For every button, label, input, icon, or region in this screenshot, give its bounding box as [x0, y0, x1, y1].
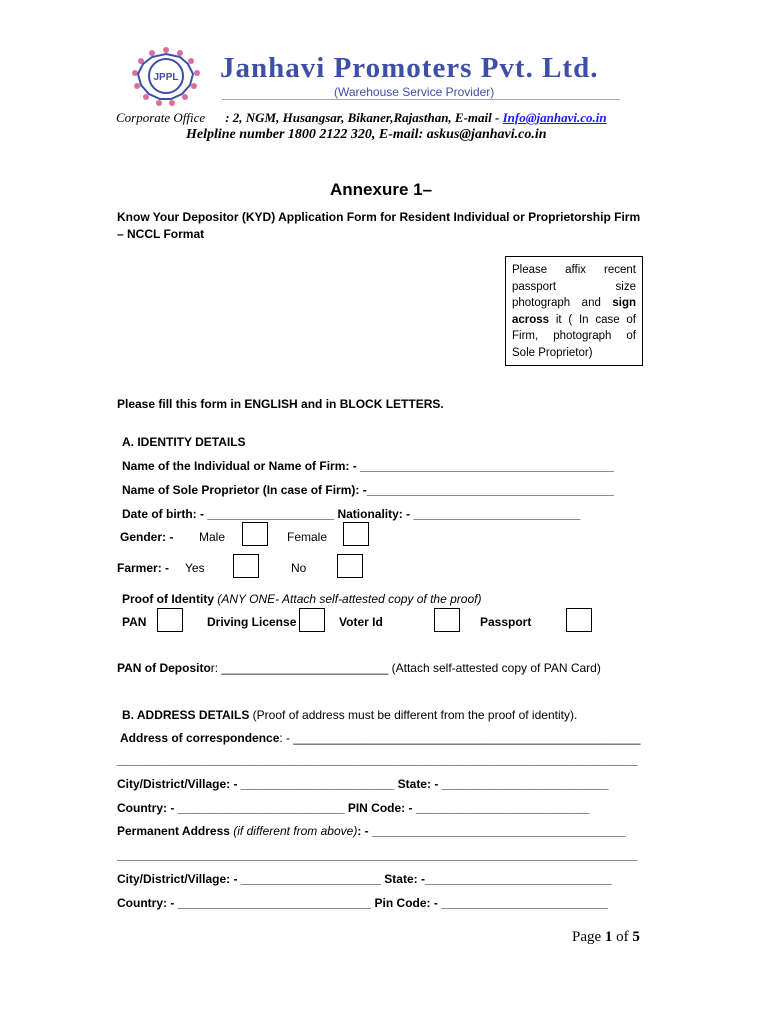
proof-of-identity-line [122, 592, 481, 606]
correspondence-rest: : - ____________________________________________________ [279, 731, 641, 745]
correspondence-label: Address of correspondence [120, 731, 280, 745]
page-prefix: Page [572, 929, 605, 945]
office-email-link[interactable]: Info@janhavi.co.in [502, 110, 607, 125]
proof-driving-license-label: Driving License [207, 615, 297, 629]
city-state-field-1[interactable]: City/District/Village: - _______________________ State: - _________________________ [117, 777, 609, 791]
pan-of-depositor-field[interactable] [117, 661, 601, 675]
fill-instruction: Please fill this form in ENGLISH and in BLOCK LETTERS. [117, 397, 444, 411]
photo-text-line [512, 295, 636, 312]
company-logo [124, 44, 208, 108]
country-pin-field-1[interactable]: Country: - _________________________ PIN Code: - __________________________ [117, 801, 590, 815]
correspondence-address-field[interactable] [120, 731, 640, 745]
photo-text-bold: sign [612, 297, 636, 309]
office-address-line [116, 110, 607, 126]
permanent-address-line-2[interactable]: ______________________________________________________________________________ [117, 848, 638, 862]
proof-voter-id-checkbox[interactable] [434, 608, 460, 632]
address-heading-note: (Proof of address must be different from the proof of identity). [249, 708, 578, 722]
farmer-yes-label: Yes [185, 561, 205, 575]
address-heading: B. ADDRESS DETAILS [122, 708, 250, 722]
identity-heading: A. IDENTITY DETAILS [122, 435, 246, 449]
farmer-no-label: No [291, 561, 307, 575]
photo-text: it ( In case of [549, 313, 636, 326]
proof-pan-checkbox[interactable] [157, 608, 183, 632]
page-of: of [612, 929, 633, 945]
form-title: Know Your Depositor (KYD) Application Form for Resident Individual or Proprietorship Firm – NCCL Format [117, 210, 641, 241]
office-label: Corporate Office [116, 110, 206, 125]
name-field[interactable]: Name of the Individual or Name of Firm: - ______________________________________ [122, 459, 614, 473]
photo-text-line: Sole Proprietor) [512, 346, 593, 359]
photo-text-line [512, 312, 636, 329]
proprietor-field[interactable]: Name of Sole Proprietor (In case of Firm): -_____________________________________ [122, 483, 614, 497]
photo-text-line: passport size [512, 280, 636, 293]
permanent-rest: : - ______________________________________ [357, 824, 626, 838]
company-subtitle: (Warehouse Service Provider) [334, 85, 495, 99]
logo-text: JPPL [153, 72, 179, 83]
correspondence-address-line-2[interactable]: ______________________________________________________________________________ [117, 753, 638, 767]
pan-depositor-rest: r: _________________________ (Attach self-attested copy of PAN Card) [210, 661, 601, 675]
page-number [572, 929, 640, 946]
gender-male-checkbox[interactable] [242, 522, 268, 546]
header-divider [222, 99, 620, 100]
proof-note: (ANY ONE- Attach self-attested copy of the proof) [217, 592, 482, 606]
proof-passport-checkbox[interactable] [566, 608, 592, 632]
photo-text-line: Please affix recent [512, 264, 636, 276]
permanent-label: Permanent Address [117, 824, 230, 838]
dob-nationality-field[interactable]: Date of birth: - ___________________ Nationality: - _________________________ [122, 507, 581, 521]
gender-female-label: Female [287, 530, 328, 544]
page-total: 5 [632, 929, 640, 945]
office-address: : 2, NGM, Husangsar, Bikaner,Rajasthan, E-mail - [225, 110, 503, 125]
proof-voter-id-label: Voter Id [339, 615, 383, 629]
proof-label: Proof of Identity [122, 592, 214, 606]
helpline-line: Helpline number 1800 2122 320, E-mail: askus@janhavi.co.in [186, 127, 547, 142]
gender-female-checkbox[interactable] [343, 522, 369, 546]
photo-text: photograph and [512, 297, 613, 309]
company-name: Janhavi Promoters Pvt. Ltd. [220, 52, 599, 84]
proof-pan-label: PAN [122, 615, 147, 629]
pan-depositor-label: PAN of Deposito [117, 661, 211, 675]
farmer-no-checkbox[interactable] [337, 554, 363, 578]
photo-text-line: Firm, photograph of [512, 330, 636, 342]
farmer-label: Farmer: - [117, 561, 170, 575]
permanent-note: (if different from above) [229, 824, 358, 838]
annexure-title: Annexure 1– [330, 180, 433, 199]
page-current: 1 [604, 929, 613, 945]
gender-male-label: Male [199, 530, 226, 544]
proof-driving-license-checkbox[interactable] [299, 608, 325, 632]
address-heading-line [122, 708, 577, 722]
proof-passport-label: Passport [480, 615, 532, 629]
country-pin-field-2[interactable]: Country: - _____________________________ Pin Code: - _________________________ [117, 896, 609, 910]
city-state-field-2[interactable]: City/District/Village: - _____________________ State: -____________________________ [117, 872, 612, 886]
gender-label: Gender: - [120, 530, 174, 544]
photo-placeholder-box[interactable] [505, 256, 643, 366]
photo-text-bold: across [512, 313, 550, 326]
permanent-address-field[interactable] [117, 824, 626, 838]
farmer-yes-checkbox[interactable] [233, 554, 259, 578]
